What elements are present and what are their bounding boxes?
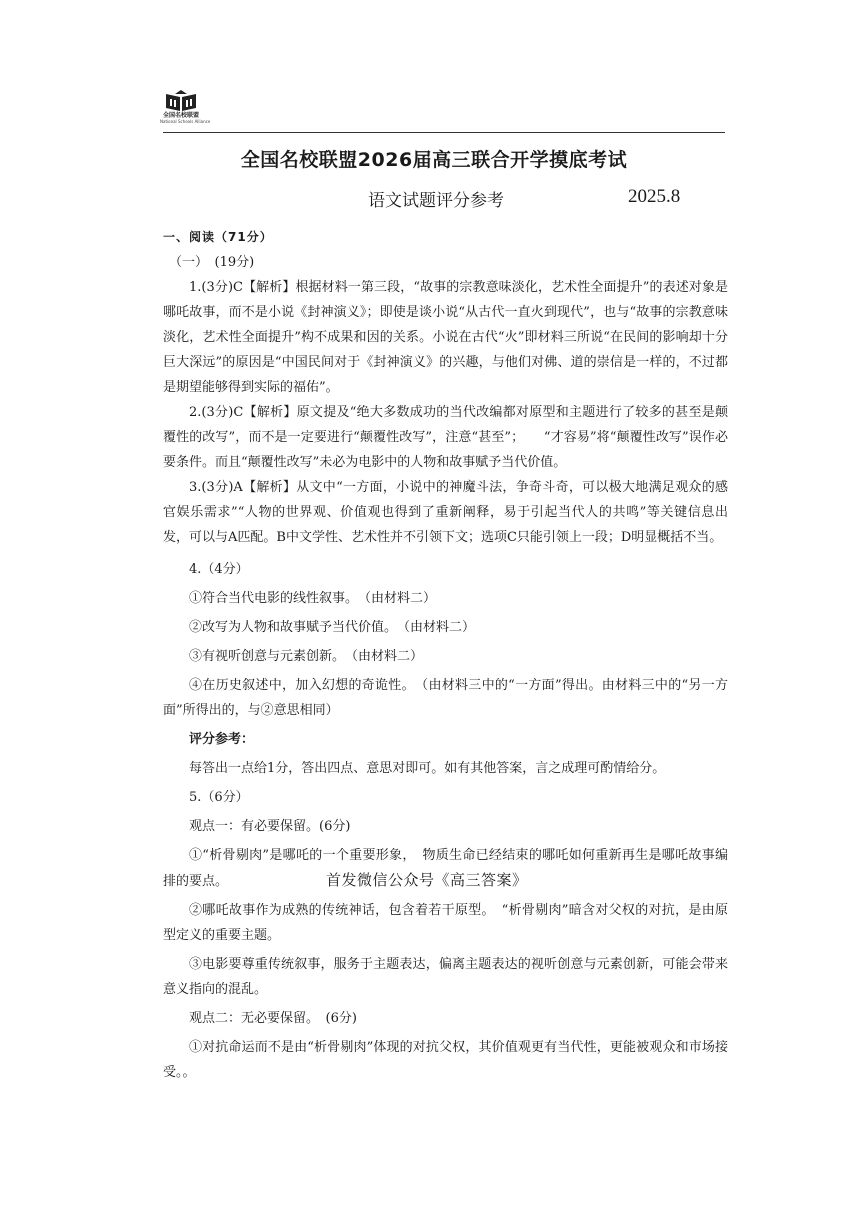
q5-view-one-point-2: ②哪吒故事作为成熟的传统神话，包含着若干原型。 “析骨剔肉”暗含对父权的对抗，是由原型定义的重要主题。 [163, 903, 728, 943]
q4-point-1: ①符合当代电影的线性叙事。 （由材料二） [189, 591, 437, 606]
answer-content [163, 225, 728, 1085]
watermark-text: 首发微信公众号《高三答案》 [326, 871, 528, 889]
exam-title: 全国名校联盟2026届高三联合开学摸底考试 [240, 149, 628, 171]
answer-q2: 2.(3分)C【解析】原文提及“绝大多数成功的当代改编都对原型和主题进行了较多的甚至是颠覆性的改写”，而不是一定要进行“颠覆性改写”，注意“甚至”； “才容易”将“颠覆性改写”误作必要条件。而且“颠覆性改写”未必为电影中的人物和故事赋予当代价值。 [163, 405, 728, 470]
q4-point-4: ④在历史叙述中，加入幻想的奇诡性。 （由材料三中的“一方面”得出。由材料三中的“另一方面”所得出的，与②意思相同） [163, 678, 728, 718]
subsection-heading: （一） (19分) [169, 255, 255, 270]
score-reference-text: 每答出一点给1分，答出四点、意思对即可。如有其他答案，言之成理可酌情给分。 [189, 761, 666, 776]
section-heading: 一、阅读（71分） [163, 230, 273, 244]
score-reference-label: 评分参考： [189, 732, 255, 747]
logo-english: National Schools Alliance [160, 119, 211, 124]
exam-date: 2025.8 [628, 186, 681, 207]
answer-q3: 3.(3分)A【解析】从文中“一方面，小说中的神魔斗法，争奇斗奇，可以极大地满足观众的感官娱乐需求”“人物的世界观、价值观也得到了重新阐释，易于引起当代人的共鸣”等关键信息出发，可以与A匹配。B中文学性、艺术性并不引领下文；选项C只能引领上一段；D明显概括不当。 [163, 480, 728, 545]
subtitle-row [0, 186, 868, 212]
alliance-logo [160, 90, 211, 124]
q5-view-one-point-1 [163, 843, 728, 894]
q4-point-3: ③有视听创意与元素创新。 （由材料二） [189, 649, 424, 664]
q4-heading: 4.（4分） [189, 562, 249, 577]
book-logo-icon [164, 90, 198, 112]
q5-heading: 5.（6分） [189, 790, 249, 805]
logo-name: 全国名校联盟 [162, 112, 199, 119]
q5-view-one-point-3: ③电影要尊重传统叙事，服务于主题表达，偏离主题表达的视听创意与元素创新，可能会带来意义指向的混乱。 [163, 957, 728, 997]
q5-view-two: 观点二：无必要保留。 (6分) [189, 1011, 357, 1026]
q5-view-one: 观点一：有必要保留。(6分) [189, 819, 351, 834]
answer-q1: 1.(3分)C【解析】根据材料一第三段，“故事的宗教意味淡化，艺术性全面提升”的表述对象是哪吒故事，而不是小说《封神演义》；即使是谈小说“从古代一直火到现代”，也与“故事的宗教意味淡化，艺术性全面提升”构不成果和因的关系。小说在古代“火”即材料三所说“在民间的影响却十分巨大深远”的原因是“中国民间对于《封神演义》的兴趣，与他们对佛、道的崇信是一样的，不过都是期望能够得到实际的福佑”。 [163, 280, 728, 395]
q4-point-2: ②改写为人物和故事赋予当代价值。 （由材料二） [189, 620, 476, 635]
header-divider [163, 132, 725, 133]
q5-view-one-point-1-text: ①“析骨剔肉”是哪吒的一个重要形象， 物质生命已经结束的哪吒如何重新再生是哪吒故事编排的要点。 [163, 848, 728, 889]
subtitle: 语文试题评分参考 [368, 191, 504, 211]
q5-view-two-point-1: ①对抗命运而不是由“析骨剔肉”体现的对抗父权，其价值观更有当代性，更能被观众和市场接受。。 [163, 1040, 728, 1080]
